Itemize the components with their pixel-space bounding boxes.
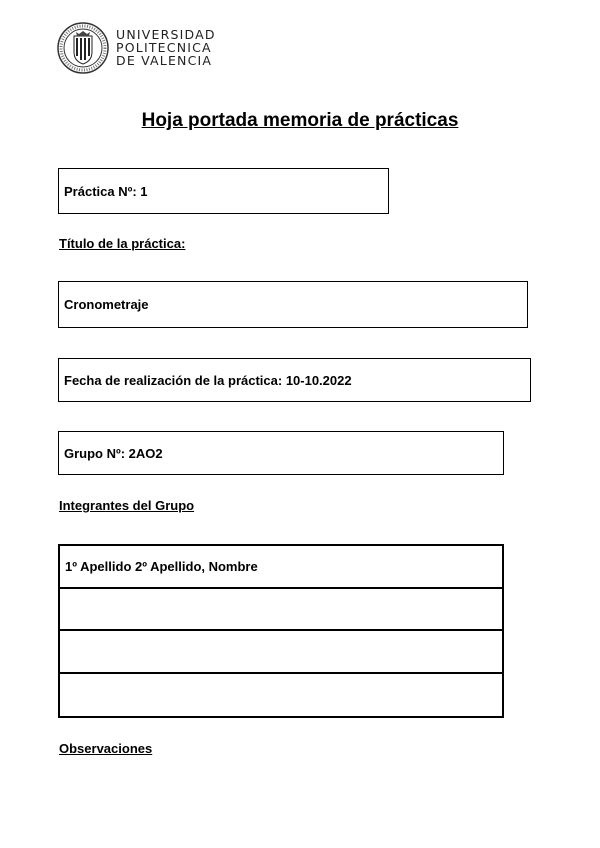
page-title: Hoja portada memoria de prácticas bbox=[141, 110, 459, 131]
observaciones-label: Observaciones bbox=[59, 741, 153, 756]
fecha-field: Fecha de realización de la práctica: 10-10.2022 bbox=[58, 358, 531, 402]
university-name-line: POLITECNICA bbox=[116, 40, 212, 55]
members-row: 1º Apellido 2º Apellido, Nombre bbox=[60, 546, 502, 589]
university-name bbox=[116, 28, 216, 67]
members-row bbox=[60, 674, 502, 717]
grupo-field: Grupo Nº: 2AO2 bbox=[58, 431, 504, 475]
university-name-line: DE VALENCIA bbox=[116, 53, 213, 68]
university-logo bbox=[57, 22, 217, 74]
practica-number-field: Práctica Nº: 1 bbox=[58, 168, 389, 214]
members-table bbox=[58, 544, 504, 718]
university-seal-icon bbox=[57, 22, 109, 74]
members-row bbox=[60, 631, 502, 674]
titulo-label: Título de la práctica: bbox=[59, 236, 186, 251]
members-row bbox=[60, 589, 502, 632]
university-name-line: UNIVERSIDAD bbox=[116, 27, 216, 42]
integrantes-label: Integrantes del Grupo bbox=[59, 498, 195, 513]
titulo-value-field: Cronometraje bbox=[58, 281, 528, 328]
